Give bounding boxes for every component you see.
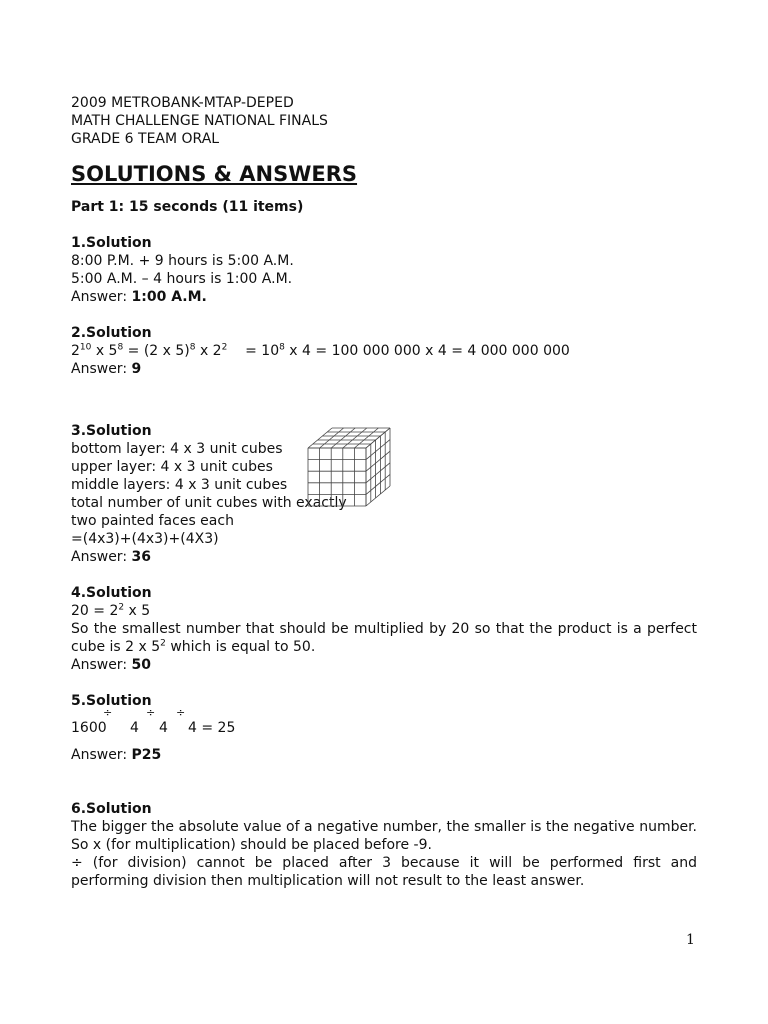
answer-value: 36 bbox=[131, 549, 151, 565]
solution-6-heading: 6.Solution bbox=[71, 801, 152, 817]
dividend: 1600 bbox=[71, 720, 107, 736]
solution-1-heading: 1.Solution bbox=[71, 235, 152, 251]
answer-label: Answer: bbox=[71, 657, 128, 673]
solution-4-paragraph: So the smallest number that should be multiplied by 20 so that the product is a perfect cube is 2 x $5^2$ which is equal to 50. bbox=[71, 621, 697, 655]
solution-5-answer bbox=[71, 746, 697, 764]
solution-3-line-4: total number of unit cubes with exactly bbox=[71, 495, 347, 511]
solution-2-answer bbox=[71, 360, 697, 378]
answer-label: Answer: bbox=[71, 747, 128, 763]
solution-6-paragraph-1: The bigger the absolute value of a negative number, the smaller is the negative number. So x (for multiplication) should be placed before -9. bbox=[71, 819, 697, 853]
solution-3-heading: 3.Solution bbox=[71, 423, 152, 439]
solution-3-line-2: upper layer: 4 x 3 unit cubes bbox=[71, 459, 273, 475]
solution-2-heading: 2.Solution bbox=[71, 325, 152, 341]
header-line-3: GRADE 6 TEAM ORAL bbox=[71, 131, 220, 147]
answer-label: Answer: bbox=[71, 289, 128, 305]
cube-grid-icon bbox=[304, 424, 394, 510]
solution-1-line-2: 5:00 A.M. – 4 hours is 1:00 A.M. bbox=[71, 271, 293, 287]
division-sign: ÷ bbox=[146, 706, 156, 719]
solution-1-line-1: 8:00 P.M. + 9 hours is 5:00 A.M. bbox=[71, 253, 294, 269]
answer-label: Answer: bbox=[71, 549, 128, 565]
solution-3-line-1: bottom layer: 4 x 3 unit cubes bbox=[71, 441, 283, 457]
header-line-1: 2009 METROBANK-MTAP-DEPED bbox=[71, 95, 294, 111]
solution-5-heading: 5.Solution bbox=[71, 693, 152, 709]
solution-3-line-3: middle layers: 4 x 3 unit cubes bbox=[71, 477, 288, 493]
solution-1-answer bbox=[71, 288, 697, 306]
page-number: 1 bbox=[686, 932, 695, 948]
solution-2-equation: $2^{10}$ x $5^8 = (2$ x 5)$^8$ x $2^2$ = $10^8$ x 4 = 100 000 000 x 4 = 4 000 000 000 bbox=[71, 342, 570, 359]
answer-value: P25 bbox=[131, 747, 162, 763]
page-title: SOLUTIONS & ANSWERS bbox=[71, 162, 358, 186]
answer-label: Answer: bbox=[71, 361, 128, 377]
part-heading: Part 1: 15 seconds (11 items) bbox=[71, 199, 304, 215]
divisor: 4 bbox=[130, 720, 139, 736]
division-sign: ÷ bbox=[176, 706, 186, 719]
solution-5-division bbox=[71, 706, 697, 746]
answer-value: 1:00 A.M. bbox=[131, 289, 207, 305]
header-line-2: MATH CHALLENGE NATIONAL FINALS bbox=[71, 113, 328, 129]
answer-value: 50 bbox=[131, 657, 151, 673]
answer-value: 9 bbox=[131, 361, 142, 377]
solution-3-line-6: =(4x3)+(4x3)+(4X3) bbox=[71, 531, 219, 547]
divisor: 4 bbox=[159, 720, 168, 736]
division-sign: ÷ bbox=[103, 706, 113, 719]
solution-4-heading: 4.Solution bbox=[71, 585, 152, 601]
solution-4-answer bbox=[71, 656, 697, 674]
solution-4-factorization: $20 = 2^2$ x 5 bbox=[71, 602, 151, 619]
solution-6-paragraph-2: ÷ (for division) cannot be placed after 3 because it will be performed first and performing division then multiplication will not result to the least answer. bbox=[71, 855, 697, 889]
quotient-result: 4 = 25 bbox=[188, 720, 236, 736]
solution-3-answer bbox=[71, 548, 697, 566]
solution-3-line-5: two painted faces each bbox=[71, 513, 234, 529]
